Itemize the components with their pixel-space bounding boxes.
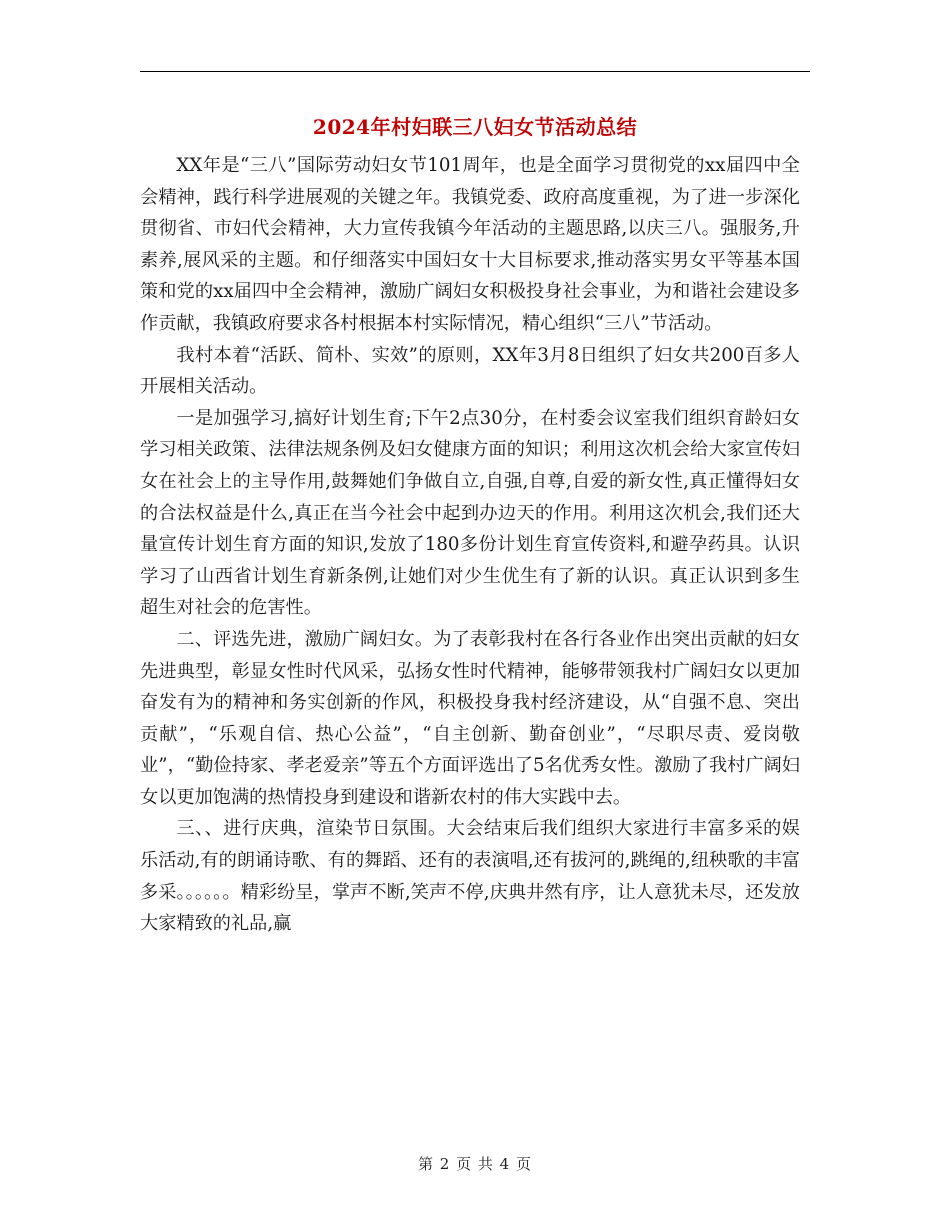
paragraph-celebration: 三、、进行庆典，渲染节日氛围。大会结束后我们组织大家进行丰富多采的娱乐活动,有的朗诵诗歌、有的舞蹈、还有的表演唱,还有拔河的,跳绳的,纽秧歌的丰富多采。。。。。。精彩纷呈，掌声不断,笑声不停,庆典井然有序，让人意犹未尽，还发放大家精致的礼品,赢 — [140, 818, 800, 935]
paragraph-overview: 我村本着“活跃、简朴、实效”的原则，XX年3月8日组织了妇女共200百多人开展相关活动。 — [140, 344, 800, 398]
header-rule — [140, 71, 810, 72]
paragraph-intro: XX年是“三八”国际劳动妇女节101周年，也是全面学习贯彻党的xx届四中全会精神，践行科学进展观的关键之年。我镇党委、政府高度重视，为了进一步深化贯彻省、市妇代会精神，大力宣传我镇今年活动的主题思路,以庆三八。强服务,升素养,展风采的主题。和仔细落实中国妇女十大目标要求,推动落实男女平等基本国策和党的xx届四中全会精神，激励广阔妇女积极投身社会事业，为和谐社会建设多作贡献，我镇政府要求各村根据本村实际情况，精心组织“三八”节活动。 — [140, 155, 800, 334]
document-body — [140, 150, 800, 940]
document-title: 2024年村妇联三八妇女节活动总结 — [312, 115, 638, 139]
page-number: 第 2 页 共 4 页 — [418, 1155, 532, 1173]
paragraph-awards: 二、评选先进，激励广阔妇女。为了表彰我村在各行各业作出突出贡献的妇女先进典型，彰显女性时代风采，弘扬女性时代精神，能够带领我村广阔妇女以更加奋发有为的精神和务实创新的作风，积极投身我村经济建设，从“自强不息、突出贡献”，“乐观自信、热心公益”，“自主创新、勤奋创业”，“尽职尽责、爱岗敬业”，“勤俭持家、孝老爱亲”等五个方面评选出了5名优秀女性。激励了我村广阔妇女以更加饱满的热情投身到建设和谐新农村的伟大实践中去。 — [140, 628, 800, 808]
paragraph-study: 一是加强学习,搞好计划生育;下午2点30分，在村委会议室我们组织育龄妇女学习相关政策、法律法规条例及妇女健康方面的知识；利用这次机会给大家宣传妇女在社会上的主导作用,鼓舞她们争做自立,自强,自尊,自爱的新女性,真正懂得妇女的合法权益是什么,真正在当今社会中起到办边天的作用。利用这次机会,我们还大量宣传计划生育方面的知识,发放了180多份计划生育宣传资料,和避孕药具。认识学习了山西省计划生育新条例,让她们对少生优生有了新的认识。真正认识到多生超生对社会的危害性。 — [140, 407, 800, 619]
